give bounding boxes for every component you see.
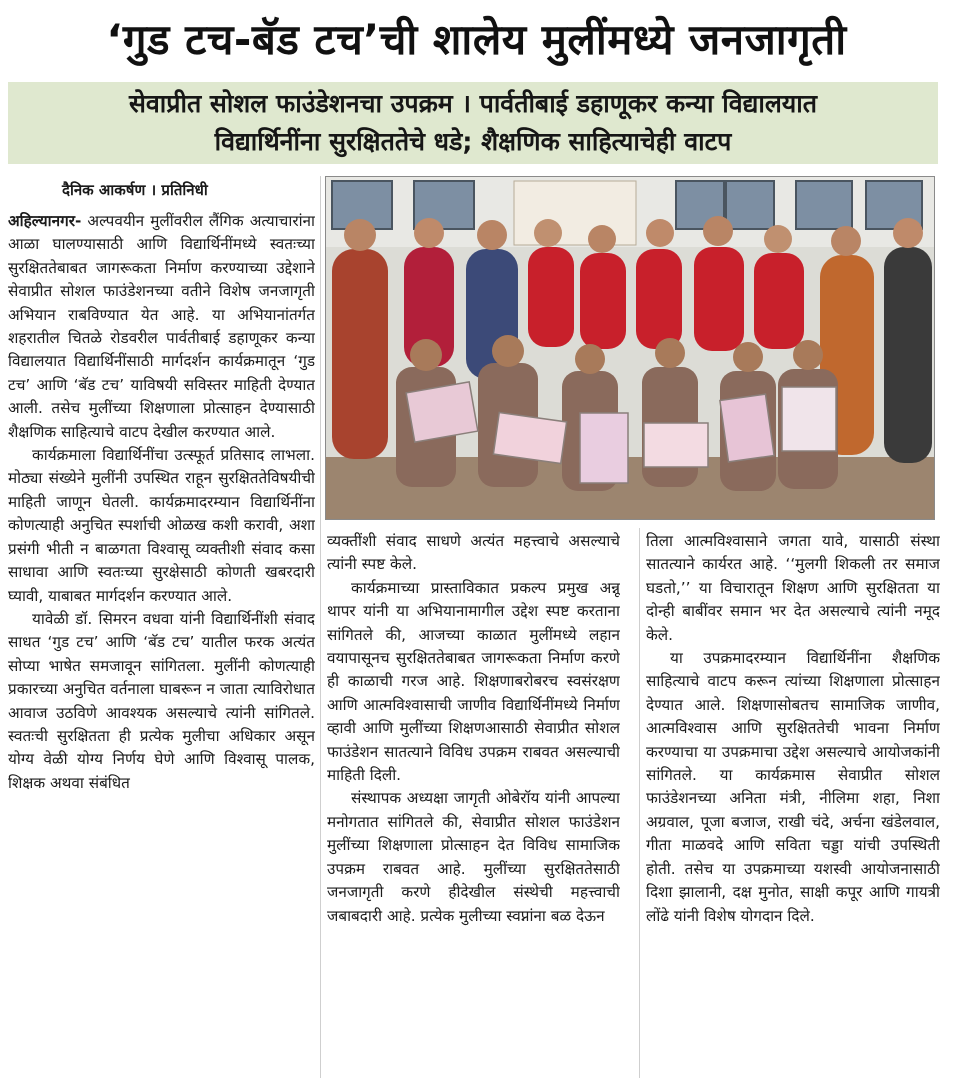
subheadline-line-2: विद्यार्थिनींना सुरक्षिततेचे धडे; शैक्षणिक साहित्याचेही वाटप [214, 127, 732, 156]
paragraph-text: अल्पवयीन मुलींवरील लैंगिक अत्याचारांना आळा घालण्यासाठी आणि विद्यार्थिनींमध्ये स्वतःच्या सुरक्षिततेबाबत जागरूकता निर्माण करण्याच्या उद्देशाने सेवाप्रीत सोशल फाउंडेशनच्या वतीने विशेष जनजागृती अभियान राबविण्यात येत आहे. या अभियानांतर्गत शहरातील चितळे रोडवरील पार्वतीबाई डहाणूकर कन्या विद्यालयात विद्यार्थिनींसाठी मार्गदर्शन कार्यक्रमातून ‘गुड टच’ आणि ‘बॅड टच’ याविषयी सविस्तर माहिती देण्यात आली. तसेच मुलींच्या शिक्षणाला प्रोत्साहन देण्यासाठी शैक्षणिक साहित्याचे वाटप देखील करण्यात आले. [8, 212, 315, 441]
article-paragraph: तिला आत्मविश्वासाने जगता यावे, यासाठी संस्था सातत्याने कार्यरत आहे. ‘‘मुलगी शिकली तर समाज घडतो,’’ या विचारातून शिक्षण आणि सुरक्षितता या दोन्ही बाबींवर समान भर देत असल्याचे त्यांनी नमूद केले. [646, 532, 940, 644]
photo-illustration [326, 177, 935, 520]
article-paragraph: या उपक्रमादरम्यान विद्यार्थिनींना शैक्षणिक साहित्याचे वाटप करून त्यांच्या शिक्षणाला प्रोत्साहन देण्यात आले. शिक्षणासोबतच सामाजिक जाणीव, आत्मविश्वास आणि सुरक्षिततेची भावना निर्माण करण्याचा या उपक्रमाचा उद्देश असल्याचे आयोजकांनी सांगितले. या कार्यक्रमास सेवाप्रीत सोशल फाउंडेशनच्या अनिता मंत्री, नीलिमा शहा, निशा अग्रवाल, पूजा बजाज, राखी चंदे, अर्चना खंडेलवाल, गीता माळवदे आणि सविता चड्डा यांची उपस्थिती होती. तसेच या उपक्रमाच्या यशस्वी आयोजनासाठी दिशा झालानी, दक्ष मुनोत, साक्षी कपूर आणि गायत्री लोंढे यांनी विशेष योगदान दिले. [646, 649, 940, 925]
byline: दैनिक आकर्षण । प्रतिनिधी [62, 181, 208, 199]
article-column-1 [8, 210, 315, 1078]
article-paragraph: संस्थापक अध्यक्षा जागृती ओबेरॉय यांनी आपल्या मनोगतात सांगितले की, सेवाप्रीत सोशल फाउंडेशन मुलींच्या शिक्षणाला प्रोत्साहन देत विविध सामाजिक उपक्रम राबवत आहे. मुलींच्या सुरक्षिततेसाठी जनजागृती करणे हीदेखील संस्थेची महत्त्वाची जबाबदारी आहे. प्रत्येक मुलीच्या स्वप्नांना बळ देऊन [327, 789, 620, 925]
subheadline-line-1: सेवाप्रीत सोशल फाउंडेशनचा उपक्रम । पार्वतीबाई डहाणूकर कन्या विद्यालयात [128, 89, 818, 118]
article-column-2 [327, 530, 620, 1078]
news-photo [325, 176, 935, 520]
article-paragraph: व्यक्तींशी संवाद साधणे अत्यंत महत्त्वाचे असल्याचे त्यांनी स्पष्ट केले. [327, 532, 620, 574]
article-paragraph [8, 210, 315, 444]
column-divider [639, 528, 640, 1078]
article-paragraph: कार्यक्रमाला विद्यार्थिनींचा उत्स्फूर्त प्रतिसाद लाभला. मोठ्या संख्येने मुलींनी उपस्थित राहून सुरक्षिततेविषयीची माहिती जाणून घेतली. कार्यक्रमादरम्यान विद्यार्थिनींना कोणत्याही अनुचित स्पर्शाची ओळख कशी करावी, अशा प्रसंगी भीती न बाळगता विश्वासू व्यक्तीशी संवाद कसा साधावा आणि स्वतःच्या सुरक्षेसाठी कोणती खबरदारी घ्यावी, याबाबत मार्गदर्शन करण्यात आले. [8, 446, 315, 605]
article-paragraph: यावेळी डॉ. सिमरन वधवा यांनी विद्यार्थिनींशी संवाद साधत ‘गुड टच’ आणि ‘बॅड टच’ यातील फरक अत्यंत सोप्या भाषेत समजावून सांगितला. मुलींनी कोणत्याही प्रकारच्या अनुचित वर्तनाला घाबरून न जाता त्याविरोधात आवाज उठविणे आवश्यक असल्याचे त्यांनी सांगितले. स्वतःची सुरक्षितता ही प्रत्येक मुलीचा अधिकार असून योग्य वेळी योग्य निर्णय घेणे आणि विश्वासू पालक, शिक्षक अथवा संबंधित [8, 609, 315, 792]
subheadline [8, 82, 938, 164]
column-divider [320, 176, 321, 1078]
headline: ‘गुड टच-बॅड टच’ची शालेय मुलींमध्ये जनजागृती [106, 14, 847, 64]
article-column-3 [646, 530, 940, 1078]
dateline: अहिल्यानगर- [8, 212, 82, 230]
article-paragraph: कार्यक्रमाच्या प्रास्ताविकात प्रकल्प प्रमुख अन्नू थापर यांनी या अभियानामागील उद्देश स्पष्ट करताना सांगितले की, आजच्या काळात मुलींमध्ये लहान वयापासूनच सुरक्षिततेबाबत जागरूकता निर्माण करणे ही काळाची गरज आहे. शिक्षणाबरोबरच स्वसंरक्षण आणि आत्मविश्वासाची जाणीव विद्यार्थिनींमध्ये निर्माण व्हावी आणि मुलींच्या शिक्षणआसाठी सेवाप्रीत सोशल फाउंडेशन सातत्याने विविध उपक्रम राबवत असल्याची माहिती दिली. [327, 578, 620, 785]
